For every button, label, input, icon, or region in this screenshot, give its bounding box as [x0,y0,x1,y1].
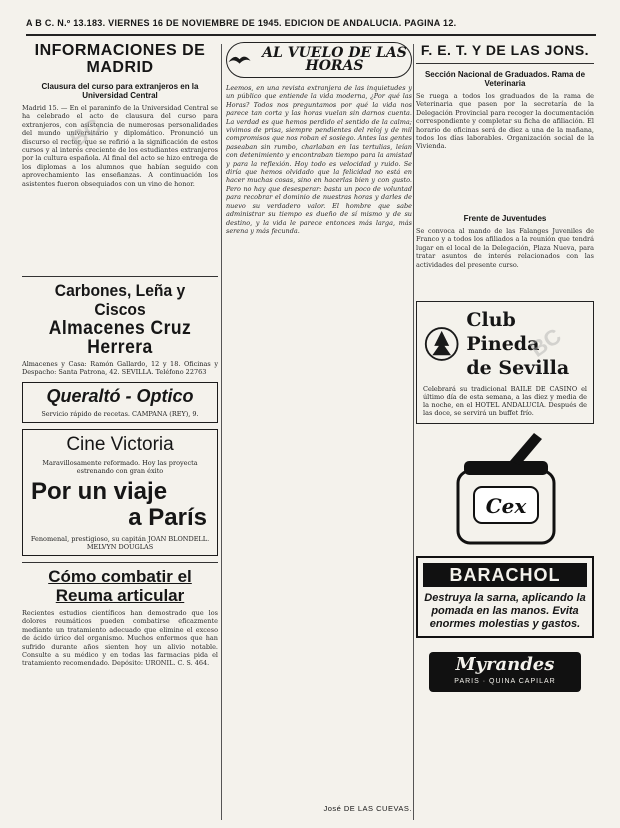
ad-cine-film-line1: Por un viaje [31,478,168,505]
club-title-line2: de Sevilla [466,357,570,379]
news-body: Madrid 15. — En el paraninfo de la Universidad Central se ha celebrado el acto de clausura del curso para extranjeros, con asistencia de numerosas personalidades del mundo universitario y diplomático. Pronunció un discurso el rector, que se refirió a la significación de estos cursos y al interés creciente de los estudiantes extranjeros por la cultura española. Al final del acto se hizo entrega de los diplomas a los alumnos que habían seguido con aprovechamiento las enseñanzas. A continuación los asistentes fueron obsequiados con un vino de honor. [22,104,218,188]
vuelo-title: AL VUELO DE LAS HORAS [262,45,407,74]
section-sub-veterinaria: Sección Nacional de Graduados. Rama de Veterinaria [424,70,586,88]
ad-club-pineda [416,301,594,424]
ad-optic [22,382,218,423]
column-divider [413,44,414,820]
section-sub-juventudes: Frente de Juventudes [463,214,547,223]
barachol-title: BARACHOL [423,563,587,587]
news-heading: Clausura del curso para extranjeros en la Universidad Central [41,82,199,100]
divider [22,562,218,563]
rheuma-title: Cómo combatir el Reuma articular [48,567,192,605]
product-label: Cex [485,494,527,518]
section-text-juventudes: Se convoca al mando de las Falanges Juveniles de Franco y a todos los afiliados a la reunión que tendrá lugar en el local de la Delegación, Plaza Nueva, para tratar asuntos de interés relacionados con las actividades del presente curso. [416,227,594,269]
ad-cine-title: Cine Victoria [66,434,174,455]
ad-cine [22,429,218,556]
club-text: Celebrará su tradicional BAILE DE CASINO el último día de esta semana, a las diez y media de la noche, en el HOTEL ANDALUCIA. Después de las doce, se servirá un buffet frío. [423,385,587,417]
article-signature: José DE LAS CUEVAS. [323,804,412,813]
club-title-line1: Club Pineda [466,309,540,355]
product-jar-illustration [430,431,580,549]
section-text-veterinaria: Se ruega a todos los graduados de la rama de Veterinaria que pasen por la secretaría de la Delegación Provincial para recoger la documentación correspondiente y completar su ficha de afiliación. El horario de oficinas será de diez a una de la mañana, todos los días laborables. Organización social de la Vivienda. [416,92,594,151]
barachol-text: Destruya la sarna, aplicando la pomada en las manos. Evita enormes molestias y gastos. [424,592,586,630]
ad-coal [22,281,218,376]
myrandes-tagline: PARIS · QUINA CAPILAR [454,678,556,685]
bird-icon [227,47,252,73]
ad-barachol [416,556,594,638]
ad-optic-text: Servicio rápido de recetas. CAMPANA (REY), 9. [41,410,199,418]
rheuma-body: Recientes estudios científicos han demostrado que los dolores reumáticos pueden combatirse eficazmente mediante un tratamiento adecuado que elimine el exceso de ácido úrico del organismo. Muchos enfermos que han sufrido durante años sienten hoy un alivio notable. Consulte a su médico y en todas las farmacias pida el tratamiento recomendado. Depósito: URONIL. C. S. 464. [22,609,218,668]
section-title-madrid: INFORMACIONES DE MADRID [34,42,206,76]
ad-coal-line1: Carbones, Leña y Ciscos [54,281,186,319]
divider [22,276,218,277]
left-column [22,42,218,717]
section-title-fet: F. E. T. Y DE LAS JONS. [420,42,590,58]
ad-myrandes [429,652,581,692]
column-divider [221,44,222,820]
ad-optic-title: Queraltó - Optico [46,386,194,406]
myrandes-title: Myrandes [455,654,555,675]
right-column [416,42,594,692]
vuelo-banner [226,42,412,78]
ad-cine-film-line2: a París [128,504,207,531]
middle-column [226,42,412,813]
ad-coal-text: Almacenes y Casa: Ramón Gallardo, 12 y 18. Oficinas y Despacho: Santa Patrona, 42. SEVILLA. Teléfono 22763 [22,360,218,376]
ad-cine-small: Maravillosamente reformado. Hoy las proyecta estrenando con gran éxito [42,459,198,475]
divider [416,63,594,64]
club-emblem-icon [423,322,460,366]
article-body: Leemos, en una revista extranjera de las inquietudes y un público que entiende la vida moderna, ¿Por qué las Horas? Todos nos preguntamos por qué la vida nos parece tan corta y las horas vuelan sin darnos cuenta. La verdad es que hemos perdido el sentido de la calma; vivimos de prisa, siempre pendientes del reloj y de mil compromisos que nos roban el sosiego. Antes las gentes paseaban sin rumbo, charlaban en las tertulias, leían con detenimiento y encontraban tiempo para la amistad y para la reflexión. Hoy todo es velocidad y ruido. Se diría que hemos olvidado que la felicidad no está en hacer muchas cosas, sino en hacerlas bien y con gusto. Pero no hay que desesperar: basta un poco de voluntad para recobrar el dominio de nuestras horas y darles de nuevo su verdadero valor. El hombre que sabe administrar su tiempo es dueño de sí mismo y de su destino, y la vida le parece entonces más larga, más serena y más fecunda. [226,84,412,235]
watermark: BC [525,323,566,362]
watermark: BC [65,113,106,152]
page-masthead: A B C. N.º 13.183. VIERNES 16 DE NOVIEMBRE DE 1945. EDICION DE ANDALUCIA. PAGINA 12. [26,18,596,36]
ad-product-jar [416,430,594,550]
ad-coal-line2: Almacenes Cruz Herrera [48,318,192,358]
ad-cine-credits: Fenomenal, prestigioso, su capitán JOAN BLONDELL. MELVYN DOUGLAS [30,535,210,551]
